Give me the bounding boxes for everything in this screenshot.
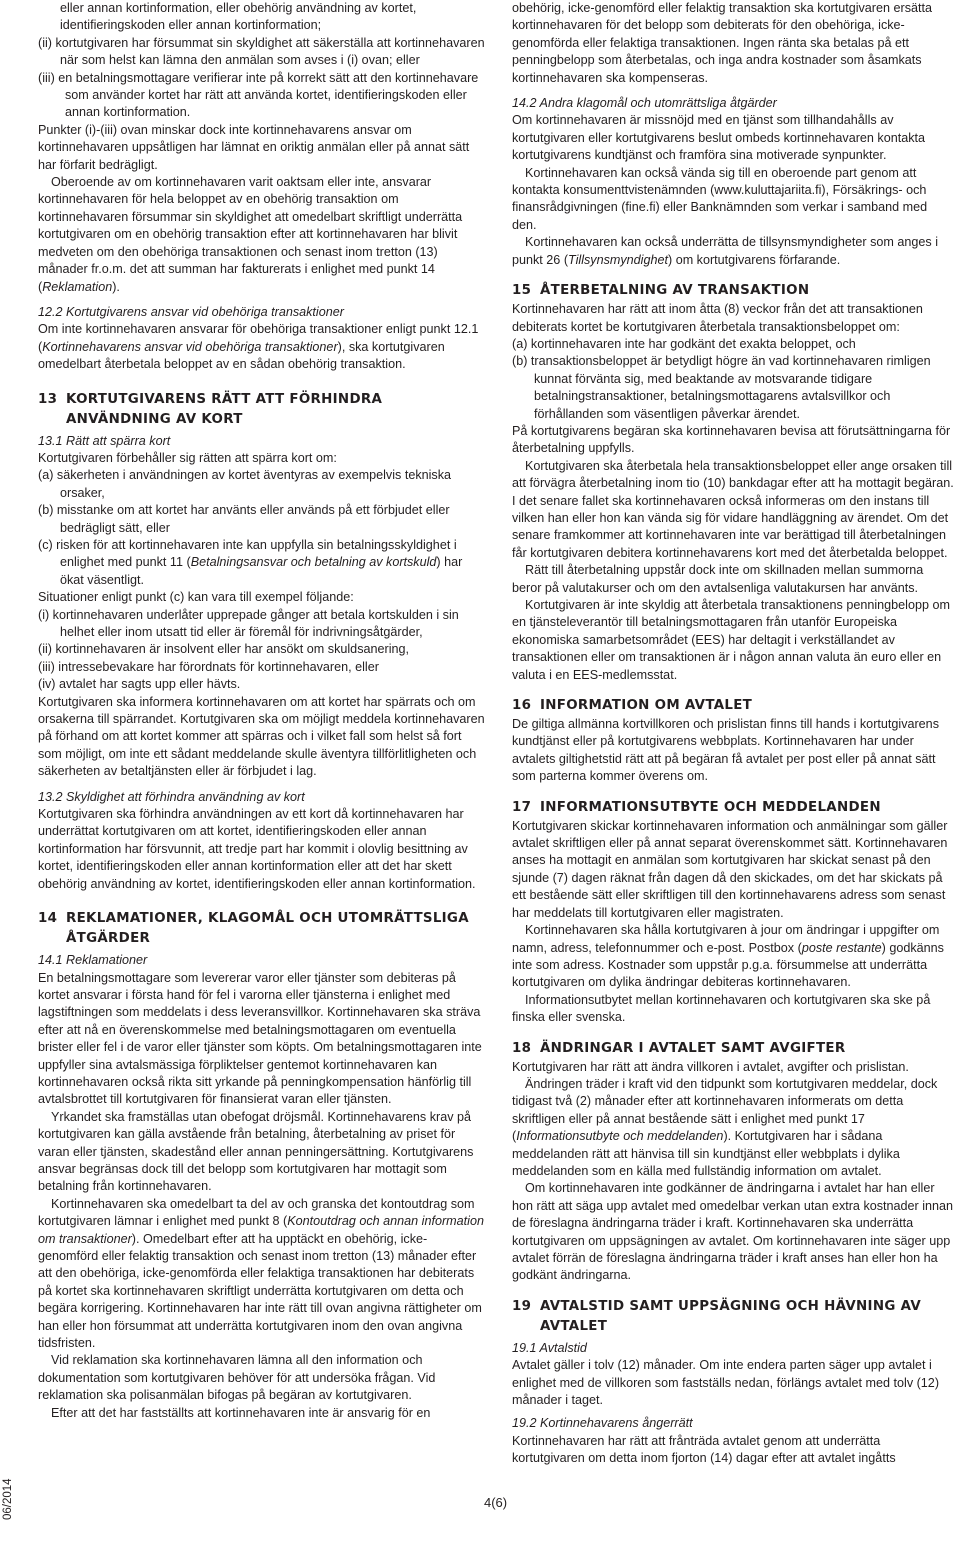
subsection-heading: 13.1 Rätt att spärra kort [38, 433, 171, 448]
list-item: (a) säkerheten i användningen av kortet äventyras av exempelvis tekniska orsaker, [38, 468, 452, 500]
left-column [38, 0, 486, 1422]
page-number: 4(6) [484, 1495, 508, 1510]
paragraph: Punkter (i)-(iii) ovan minskar dock inte kortinnehavarens ansvar om kortinnehavaren uppsåtligen har lämnat en oriktig anmälan eller på annat sätt har förfarit bedrägligt. [38, 122, 470, 172]
paragraph: Yrkandet ska framställas utan obefogat dröjsmål. Kortinnehavarens krav på kortutgivaren kan gälla avstående från betalning, återbetalning av priset för varan eller tjänsten, skadestånd eller annan penningersättning. Kortutgivarens ansvar begränsas dock till det belopp som kortutgivaren har mottagit som betalning från kortinnehavaren. [38, 1109, 474, 1194]
paragraph: Om kortinnehavaren är missnöjd med en tjänst som tillhandahålls av kortutgivaren eller kortutgivarens beslut ombeds kortinnehavaren kontakta kortutgivarens kundtjänst och framföra sina motiverade synpunkter. [512, 113, 926, 163]
paragraph: Informationsutbytet mellan kortinnehavaren och kortutgivaren ska ske på finska eller svenska. [512, 992, 931, 1025]
document-date: 06/2014 [2, 1478, 14, 1520]
paragraph: eller annan kortinformation, eller obehörig användning av kortet, identifieringskoden eller annan kortinformation; [60, 1, 417, 33]
paragraph: Situationer enligt punkt (c) kan vara till exempel följande: [38, 590, 354, 605]
list-item: (b) misstanke om att kortet har använts eller används på ett förbjudet eller bedrägligt sätt, eller [38, 503, 450, 535]
paragraph: Kortinnehavaren kan också vända sig till en oberoende part genom att kontakta konsumenttvistenämnden (www.kuluttajariita.fi), Försäkrings- och finansrådgivningen (fine.fi) eller Banknämnden som verkar i samband med den. [512, 165, 928, 232]
paragraph: Ändringen träder i kraft vid den tidpunkt som kortutgivaren meddelar, dock tidigast två (2) månader efter att kortinnehavaren informerats om detta skriftligen eller på annat bestående sätt i enlighet med punkt 17 (Informationsutbyte och meddelanden). Kortutgivaren har i sådana meddelanden rätt att hänvisa till sin kundtjänst eller webbplats i dylika meddelanden som en källa med fullständig information om avtalet. [512, 1076, 938, 1178]
list-item: (iii) intressebevakare har förordnats för kortinnehavaren, eller [38, 659, 379, 674]
section-heading: 14 REKLAMATIONER, KLAGOMÅL OCH UTOMRÄTTSLIGA ÅTGÄRDER [38, 911, 469, 947]
paragraph: De giltiga allmänna kortvillkoren och prislistan finns till hands i kortutgivarens kundtjänst eller på kortutgivarens webbplats. Kortinnehavaren har under avtalets giltighetstid rätt att på begäran få avtalet per post eller på annat sätt som parterna kommer överens om. [512, 717, 939, 784]
paragraph: Avtalet gäller i tolv (12) månader. Om inte endera parten säger upp avtalet i enlighet med de villkoren som fastställs nedan, förlängs avtalet med tolv (12) månader i taget. [512, 1358, 940, 1408]
paragraph: Kortinnehavaren har rätt att inom åtta (8) veckor från det att transaktionen debiterats kortet be kortutgivaren återbetala transaktionsbeloppet om: [512, 302, 923, 334]
section-heading: 13 KORTUTGIVARENS RÄTT ATT FÖRHINDRA ANVÄNDNING AV KORT [38, 391, 383, 427]
paragraph: Kortinnehavaren har rätt att frånträda avtalet genom att underrätta kortutgivaren om detta inom fjorton (14) dagar efter att avtalet ingåtts [512, 1433, 896, 1466]
paragraph: Om inte kortinnehavaren ansvarar för obehöriga transaktioner enligt punkt 12.1 (Kortinnehavarens ansvar vid obehöriga transaktioner), ska kortutgivaren omedelbart återbetala beloppet av en sådan obehörig transaktion. [38, 322, 479, 372]
paragraph: Kortutgivaren är inte skyldig att återbetala transaktionens penningbelopp om en tjänsteleverantör till betalningsmottagaren från utanför Europeiska ekonomiska samarbetsområdet (EES) har deltagit i verkställandet av transaktionen eller om transaktionen är i någon annan valuta än euro eller en valuta i en EES-medlemsstat. [512, 598, 950, 682]
section-heading: 16 INFORMATION OM AVTALET [512, 698, 753, 714]
section-heading: 18 ÄNDRINGAR I AVTALET SAMT AVGIFTER [512, 1040, 846, 1056]
paragraph: Om kortinnehavaren inte godkänner de ändringarna i avtalet har han eller hon rätt att säga upp avtalet med omedelbar verkan utan extra kostnader innan de föreslagna ändringarna träder i kraft. Kortinnehavaren ska underrätta kortutgivaren om uppsägningen av avtalet. Om kortinnehavaren inte säger upp avtalet förrän de föreslagna ändringarna träder i kraft anses han eller hon ha godkänt ändringarna. [512, 1181, 954, 1283]
list-item: (ii) kortinnehavaren är insolvent eller har ansökt om skuldsanering, [38, 642, 409, 657]
paragraph: Kortutgivaren ska informera kortinnehavaren om att kortet har spärrats och om orsakerna till spärrandet. Kortutgivaren ska om möjligt meddela kortinnehavaren på förhand om att kortet kommer att spärras och i vilket fall som helst så fort som möjligt, om inte ett sådant meddelande skulle äventyra tillförlitligheten och säkerheten av betaltjänsten eller är förbjudet i lag. [38, 694, 485, 779]
list-item: (a) kortinnehavaren inte har godkänt det exakta beloppet, och [512, 336, 856, 351]
list-item: (b) transaktionsbeloppet är betydligt högre än vad kortinnehavaren rimligen kunnat förvänta sig, med beaktande av motsvarande tidigare betalningstransaktioner, betalningsmottagarens avtalsvillkor och förhållanden som väsentligen påverkar ärendet. [512, 354, 931, 421]
subsection-heading: 14.2 Andra klagomål och utomrättsliga åtgärder [512, 96, 777, 111]
section-heading: 17 INFORMATIONSUTBYTE OCH MEDDELANDEN [512, 799, 881, 815]
paragraph: Efter att det har fastställts att kortinnehavaren inte är ansvarig för en [51, 1405, 431, 1420]
list-item: (iv) avtalet har sagts upp eller hävts. [38, 677, 241, 692]
paragraph: Kortinnehavaren ska hålla kortutgivaren à jour om ändringar i uppgifter om namn, adress, telefonnummer och e-post. Postbox (poste restante) godkänns inte som adress. Kostnader som uppstår p.g.a. försummelse att underrätta kortutgivaren om dylika ändringar debiteras kortinnehavaren. [512, 923, 944, 990]
paragraph: Kortutgivaren har rätt att ändra villkoren i avtalet, avgifter och prislistan. [512, 1059, 909, 1074]
list-item: (iii) en betalningsmottagare verifierar inte på korrekt sätt att den kortinnehavare som använder kortet har rätt att använda kortet, identifieringskoden eller annan kortinformation. [38, 70, 479, 120]
paragraph: Oberoende av om kortinnehavaren varit oaktsam eller inte, ansvarar kortinnehavaren för hela beloppet av en obehörig transaktion om kortinnehavaren försummar sin skyldighet att omedelbart skriftligt underrätta kortutgivaren om en obehörig transaktion efter att kortinnehavaren har blivit medveten om den obehöriga transaktionen och senast inom tretton (13) månader fr.o.m. det att summan har fakturerats i enlighet med punkt 14 (Reklamation). [38, 175, 463, 294]
section-heading: 15 ÅTERBETALNING AV TRANSAKTION [512, 283, 810, 299]
paragraph: Kortutgivaren ska återbetala hela transaktionsbeloppet eller ange orsaken till att förvägra återbetalning inom tio (10) bankdagar efter att ha mottagit begäran. I det senare fallet ska kortinnehavaren också informeras om den instans till vilken han eller hon kan vända sig för vidare handläggning av ärendet. Om det senare framkommer att kortinnehavaren inte var berättigad till återbetalningen får kortutgivaren debitera kortinnehavarens kort med det återbetalda beloppet. [512, 458, 954, 560]
paragraph: Kortutgivaren förbehåller sig rätten att spärra kort om: [38, 450, 337, 465]
paragraph: En betalningsmottagare som levererar varor eller tjänster som debiteras på kortet ansvarar i första hand för fel i varorna eller tjänsterna i enlighet med lagstiftningen som meddelats i dess leveransvillkor. Kortinnehavaren ska sträva efter att nå en överenskommelse med betalningsmottagaren om eventuella brister eller fel i de varor eller tjänster som köpts. Om betalningsmottagaren inte uppfyller sina avtalsmässiga förpliktelser gentemot kortinnehavaren kan kortinnehavaren också rikta sitt yrkande på penningkompensation hänförlig till avtalsbrottet till kortutgivaren för finansierat varan eller tjänsten. [38, 970, 482, 1107]
paragraph: Kortutgivaren ska förhindra användningen av ett kort då kortinnehavaren har underrättat kortutgivaren om att kortet, identifieringskoden eller annan kortinformation har försvunnit, att tredje part har kommit i olovlig besittning av kortet, identifieringskoden eller annan kortinformation eller att det har skett obehörig användning av kortet, identifieringskoden eller annan kortinformation. [38, 807, 476, 891]
paragraph: Kortinnehavaren ska omedelbart ta del av och granska det kontoutdrag som kortutgivaren lämnar i enlighet med punkt 8 (Kontoutdrag och annan information om transaktioner). Omedelbart efter att ha upptäckt en obehörig, icke-genomförd eller felaktig transaktion och senast inom tretton (13) månader efter att den obehöriga, icke-genomförda eller felaktiga transaktionen har debiterats på kortet ska kortinnehavaren skriftligt underrätta kortutgivaren om detta och begära korrigering. Kortinnehavaren har inte rätt till ovan angivna rättigheter om han eller hon försummat att underrätta kortutgivaren inom den ovan angivna tidsfristen. [38, 1196, 484, 1351]
list-item: (ii) kortutgivaren har försummat sin skyldighet att säkerställa att kortinnehavaren när som helst kan lämna den anmälan som avses i (i) ovan; eller [38, 35, 485, 68]
right-column [512, 0, 954, 1468]
subsection-heading: 19.2 Kortinnehavarens ångerrätt [512, 1416, 693, 1431]
paragraph: Vid reklamation ska kortinnehavaren lämna all den information och dokumentation som kortutgivaren behöver för att undersöka frågan. Vid reklamation ska polisanmälan bifogas på begäran av kortutgivaren. [38, 1353, 436, 1403]
section-heading: 19 AVTALSTID SAMT UPPSÄGNING OCH HÄVNING AV AVTALET [512, 1298, 921, 1334]
paragraph: Kortinnehavaren kan också underrätta de tillsynsmyndigheter som anges i punkt 26 (Tillsynsmyndighet) om kortutgivarens förfarande. [512, 235, 939, 267]
paragraph: På kortutgivarens begäran ska kortinnehavaren bevisa att förutsättningarna för återbetalning uppfylls. [512, 423, 951, 456]
subsection-heading: 14.1 Reklamationer [38, 953, 148, 968]
subsection-heading: 13.2 Skyldighet att förhindra användning av kort [38, 789, 305, 804]
list-item: (i) kortinnehavaren underlåter upprepade gånger att betala kortskulden i sin helhet eller inom utsatt tid eller är föremål för indrivningsåtgärder, [38, 607, 459, 639]
subsection-heading: 12.2 Kortutgivarens ansvar vid obehöriga transaktioner [38, 304, 344, 319]
paragraph: Kortutgivaren skickar kortinnehavaren information och anmälningar som gäller avtalet skriftligen eller på annat separat överenskommet sätt. Kortinnehavaren anses ha mottagit en anmälan som kortutgivaren har skickat senast på den sjunde (7) dagen räknat från dagen då den skickades, om det har skickats på ett bestående sätt eller skriftligen till den kortinnehavarens adress som senast har meddelats till kortutgivaren eller magistraten. [512, 818, 948, 920]
subsection-heading: 19.1 Avtalstid [512, 1340, 587, 1355]
paragraph: obehörig, icke-genomförd eller felaktig transaktion ska kortutgivaren ersätta kortinnehavaren för det belopp som debiterats för den obehöriga, icke-genomförda eller felaktiga transaktionen. Ingen ränta ska betalas på ett penningbelopp som återbetalas, och inga andra kostnader som åsamkats kortinnehavaren ska kompenseras. [512, 1, 933, 85]
list-item: (c) risken för att kortinnehavaren inte kan uppfylla sin betalningsskyldighet i enlighet med punkt 11 (Betalningsansvar och betalning av kortskuld) har ökat väsentligt. [38, 537, 463, 587]
paragraph: Rätt till återbetalning uppstår dock inte om skillnaden mellan summorna beror på valutakurser och om den avtalsenliga valutakursen har använts. [512, 563, 924, 595]
